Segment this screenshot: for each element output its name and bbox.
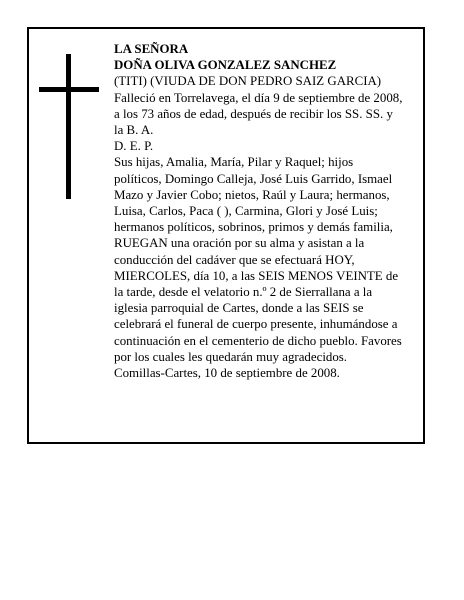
notice-line: la B. A.: [114, 123, 154, 138]
notice-line: la tarde, desde el velatorio n.º 2 de Sierrallana a la: [114, 285, 373, 300]
notice-line: hermanos políticos, sobrinos, primos y demás familia,: [114, 220, 393, 235]
notice-heading-name: DOÑA OLIVA GONZALEZ SANCHEZ: [114, 58, 337, 73]
notice-line: Luisa, Carlos, Paca ( ), Carmina, Glori y José Luis;: [114, 204, 378, 219]
notice-line: iglesia parroquial de Cartes, donde a las SEIS se: [114, 301, 364, 316]
cross-vertical-bar: [66, 54, 71, 199]
notice-line: continuación en el cementerio de dicho pueblo. Favores: [114, 333, 402, 348]
notice-line: (TITI) (VIUDA DE DON PEDRO SAIZ GARCIA): [114, 74, 382, 89]
notice-line: RUEGAN una oración por su alma y asistan a la: [114, 236, 365, 251]
notice-line: Falleció en Torrelavega, el día 9 de septiembre de 2008,: [114, 90, 403, 105]
notice-text: [114, 41, 422, 381]
notice-line: celebrará el funeral de cuerpo presente, inhumándose a: [114, 317, 398, 332]
cross-icon: [39, 54, 99, 199]
notice-line: a los 73 años de edad, después de recibir los SS. SS. y: [114, 106, 393, 121]
notice-line: por los cuales les quedarán muy agradecidos.: [114, 349, 348, 364]
notice-line: políticos, Domingo Calleja, José Luis Garrido, Ismael: [114, 171, 393, 186]
notice-heading-title: LA SEÑORA: [114, 42, 189, 56]
notice-line: MIERCOLES, día 10, a las SEIS MENOS VEINTE de: [114, 268, 399, 283]
obituary-notice: [27, 27, 425, 444]
notice-line: Sus hijas, Amalia, María, Pilar y Raquel; hijos: [114, 155, 354, 170]
notice-line: Comillas-Cartes, 10 de septiembre de 2008.: [114, 366, 340, 381]
notice-line: D. E. P.: [114, 139, 154, 154]
notice-line: Mazo y Javier Cobo; nietos, Raúl y Laura; hermanos,: [114, 187, 390, 202]
notice-line: conducción del cadáver que se efectuará HOY,: [114, 252, 355, 267]
cross-horizontal-bar: [39, 87, 99, 92]
